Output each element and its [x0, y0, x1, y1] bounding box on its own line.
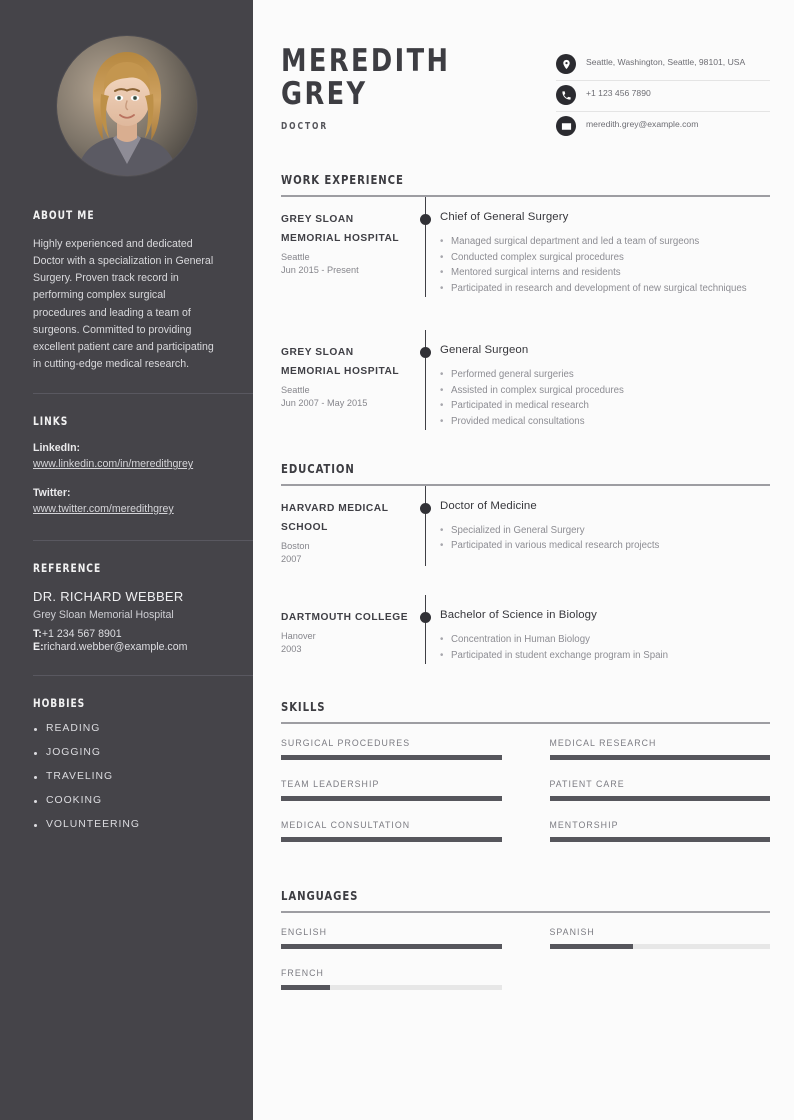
timeline-line [425, 197, 426, 297]
skill-fill [281, 796, 502, 801]
list-item: • Participated in medical research [440, 398, 770, 414]
envelope-icon [556, 116, 576, 136]
reference-phone-row [33, 628, 220, 640]
reference-section [0, 561, 253, 653]
phone-icon [556, 85, 576, 105]
timeline-line [425, 595, 426, 663]
skill-track [550, 755, 771, 760]
list-item: • Concentration in Human Biology [440, 632, 770, 648]
skill-label: SURGICAL PROCEDURES [281, 737, 411, 748]
timeline-marker-2 [414, 330, 438, 430]
reference-phone: +1 234 567 8901 [41, 627, 122, 640]
reference-organization: Grey Sloan Memorial Hospital [33, 608, 174, 621]
section-rule [281, 911, 770, 913]
language-label: ENGLISH [281, 926, 327, 937]
timeline-line [425, 330, 426, 430]
work-experience-section [281, 172, 770, 430]
timeline-dot-icon [420, 214, 431, 225]
education-title-1: Doctor of Medicine [440, 499, 537, 512]
education-section [281, 461, 770, 664]
education-city-1: Boston [281, 540, 310, 551]
list-item: COOKING [33, 795, 220, 806]
skill-label: MEDICAL RESEARCH [549, 737, 657, 748]
hobbies-list [33, 723, 220, 830]
hobbies-heading: HOBBIES [33, 695, 86, 710]
skill-meter-medical-consultation [281, 820, 502, 842]
work-title-1: Chief of General Surgery [440, 211, 569, 223]
skill-fill [281, 837, 502, 842]
skill-track [281, 755, 502, 760]
sidebar-divider-1 [33, 393, 253, 394]
languages-grid [281, 927, 770, 1009]
timeline-dot-icon [420, 612, 431, 623]
languages-column-left [281, 927, 502, 1009]
skill-fill [550, 755, 771, 760]
contact-text-location: Seattle, Washington, Seattle, 98101, USA [586, 57, 746, 67]
avatar [57, 36, 197, 176]
sidebar-divider-2 [33, 540, 253, 541]
timeline-marker-3 [414, 486, 438, 566]
education-organization-2: DARTMOUTH COLLEGE [281, 612, 409, 624]
links-heading: LINKS [33, 414, 69, 429]
skill-meter-surgical-procedures [281, 738, 502, 760]
education-heading: EDUCATION [281, 460, 355, 476]
timeline-dot-icon [420, 347, 431, 358]
work-meta-1 [281, 197, 414, 297]
list-item: • Participated in research and development of new surgical techniques [440, 281, 770, 297]
skill-track [281, 796, 502, 801]
work-bullets-1 [440, 234, 770, 297]
contact-row-phone [556, 81, 770, 112]
last-name: GREY [281, 76, 368, 113]
work-body-2 [438, 330, 770, 430]
skill-meter-mentorship [550, 820, 771, 842]
skills-grid [281, 738, 770, 861]
contact-list [556, 45, 770, 142]
list-item: JOGGING [33, 747, 220, 758]
list-item: • Managed surgical department and led a team of surgeons [440, 234, 770, 250]
work-meta-2 [281, 330, 414, 430]
education-title-2: Bachelor of Science in Biology [440, 609, 597, 622]
work-dates-1: Jun 2015 - Present [281, 265, 359, 276]
education-city-2: Hanover [281, 631, 316, 642]
language-track [281, 985, 502, 990]
contact-text-email: meredith.grey@example.com [586, 119, 699, 129]
skills-heading: SKILLS [281, 698, 326, 714]
languages-section [281, 888, 770, 1009]
sidebar [0, 0, 253, 1120]
contact-row-email [556, 112, 770, 142]
list-item: TRAVELING [33, 771, 220, 782]
about-heading: ABOUT ME [33, 208, 95, 222]
reference-email: richard.webber@example.com [43, 640, 188, 653]
list-item: VOLUNTEERING [33, 819, 220, 830]
contact-row-location [556, 50, 770, 81]
language-track [550, 944, 771, 949]
contact-text-phone: +1 123 456 7890 [586, 88, 651, 98]
reference-email-prefix: E: [33, 640, 44, 653]
skill-label: MENTORSHIP [549, 819, 619, 830]
sidebar-divider-3 [33, 675, 253, 676]
education-meta-2 [281, 595, 414, 663]
list-item: • Participated in student exchange program in Spain [440, 648, 770, 664]
list-item: • Specialized in General Surgery [440, 523, 770, 539]
skill-meter-team-leadership [281, 779, 502, 801]
skill-meter-patient-care [550, 779, 771, 801]
skill-label: TEAM LEADERSHIP [281, 778, 380, 789]
language-meter-english [281, 927, 502, 949]
skill-label: PATIENT CARE [549, 778, 625, 789]
timeline-dot-icon [420, 503, 431, 514]
work-organization-2: GREY SLOAN MEMORIAL HOSPITAL [281, 346, 400, 377]
education-dates-2: 2003 [281, 644, 302, 655]
link-url-linkedin[interactable]: www.linkedin.com/in/meredithgrey [33, 458, 194, 471]
skills-column-left [281, 738, 502, 861]
header [281, 45, 770, 142]
list-item: READING [33, 723, 220, 734]
hobbies-section [0, 696, 253, 830]
avatar-container [0, 0, 253, 176]
skill-fill [550, 796, 771, 801]
work-bullets-2 [440, 367, 770, 430]
location-pin-icon [556, 54, 576, 74]
list-item: • Participated in various medical research projects [440, 538, 770, 554]
timeline-marker-1 [414, 197, 438, 297]
education-item-2 [281, 595, 770, 663]
list-item: • Mentored surgical interns and residents [440, 265, 770, 281]
work-title-2: General Surgeon [440, 343, 529, 356]
timeline-marker-4 [414, 595, 438, 663]
reference-phone-prefix: T: [33, 627, 42, 640]
link-item-linkedin [33, 441, 220, 473]
name-block [281, 45, 556, 132]
education-dates-1: 2007 [281, 553, 302, 564]
about-text: Highly experienced and dedicated Doctor with a specialization in General Surgery. Proven track record in performing complex surgical procedures and leading a team of surgeons. Committed to providing excellent patient care and participating in cutting-edge medical research. [33, 238, 214, 371]
education-item-1 [281, 486, 770, 566]
links-section [0, 414, 253, 518]
link-label-twitter: Twitter: [33, 487, 71, 500]
education-meta-1 [281, 486, 414, 566]
skill-meter-medical-research [550, 738, 771, 760]
about-section [0, 208, 253, 373]
work-experience-item-1 [281, 197, 770, 297]
languages-column-right [550, 927, 771, 1009]
main-content [253, 0, 794, 1120]
language-meter-french [281, 968, 502, 990]
language-track [281, 944, 502, 949]
work-dates-2: Jun 2007 - May 2015 [281, 397, 368, 408]
work-body-1 [438, 197, 770, 297]
education-bullets-1 [440, 523, 770, 554]
reference-name: DR. RICHARD WEBBER [33, 588, 184, 604]
section-rule [281, 722, 770, 724]
languages-heading: LANGUAGES [281, 887, 359, 903]
education-organization-1: HARVARD MEDICAL SCHOOL [281, 502, 389, 533]
work-experience-heading: WORK EXPERIENCE [281, 172, 404, 187]
education-body-1 [438, 486, 770, 566]
skill-track [550, 796, 771, 801]
skill-track [550, 837, 771, 842]
reference-heading: REFERENCE [33, 560, 102, 575]
language-fill [550, 944, 634, 949]
work-experience-item-2 [281, 330, 770, 430]
work-city-2: Seattle [281, 384, 310, 395]
skills-column-right [550, 738, 771, 861]
reference-email-row [33, 641, 220, 653]
link-label-linkedin: LinkedIn: [33, 442, 81, 455]
skill-fill [281, 755, 502, 760]
skill-fill [550, 837, 771, 842]
timeline-line [425, 486, 426, 566]
link-item-twitter [33, 486, 220, 518]
skills-section [281, 699, 770, 861]
list-item: • Assisted in complex surgical procedures [440, 383, 770, 399]
skill-track [281, 837, 502, 842]
link-url-twitter[interactable]: www.twitter.com/meredithgrey [33, 502, 174, 515]
list-item: • Performed general surgeries [440, 367, 770, 383]
education-bullets-2 [440, 632, 770, 663]
education-body-2 [438, 595, 770, 663]
language-label: FRENCH [281, 967, 324, 978]
language-fill [281, 944, 502, 949]
job-role: DOCTOR [281, 120, 329, 132]
skill-label: MEDICAL CONSULTATION [281, 819, 411, 830]
work-city-1: Seattle [281, 251, 310, 262]
language-meter-spanish [550, 927, 771, 949]
work-organization-1: GREY SLOAN MEMORIAL HOSPITAL [281, 214, 400, 244]
language-fill [281, 985, 330, 990]
profile-photo-illustration [57, 36, 197, 176]
first-name: MEREDITH [281, 43, 451, 79]
list-item: • Conducted complex surgical procedures [440, 250, 770, 266]
language-label: SPANISH [549, 926, 595, 937]
list-item: • Provided medical consultations [440, 414, 770, 430]
